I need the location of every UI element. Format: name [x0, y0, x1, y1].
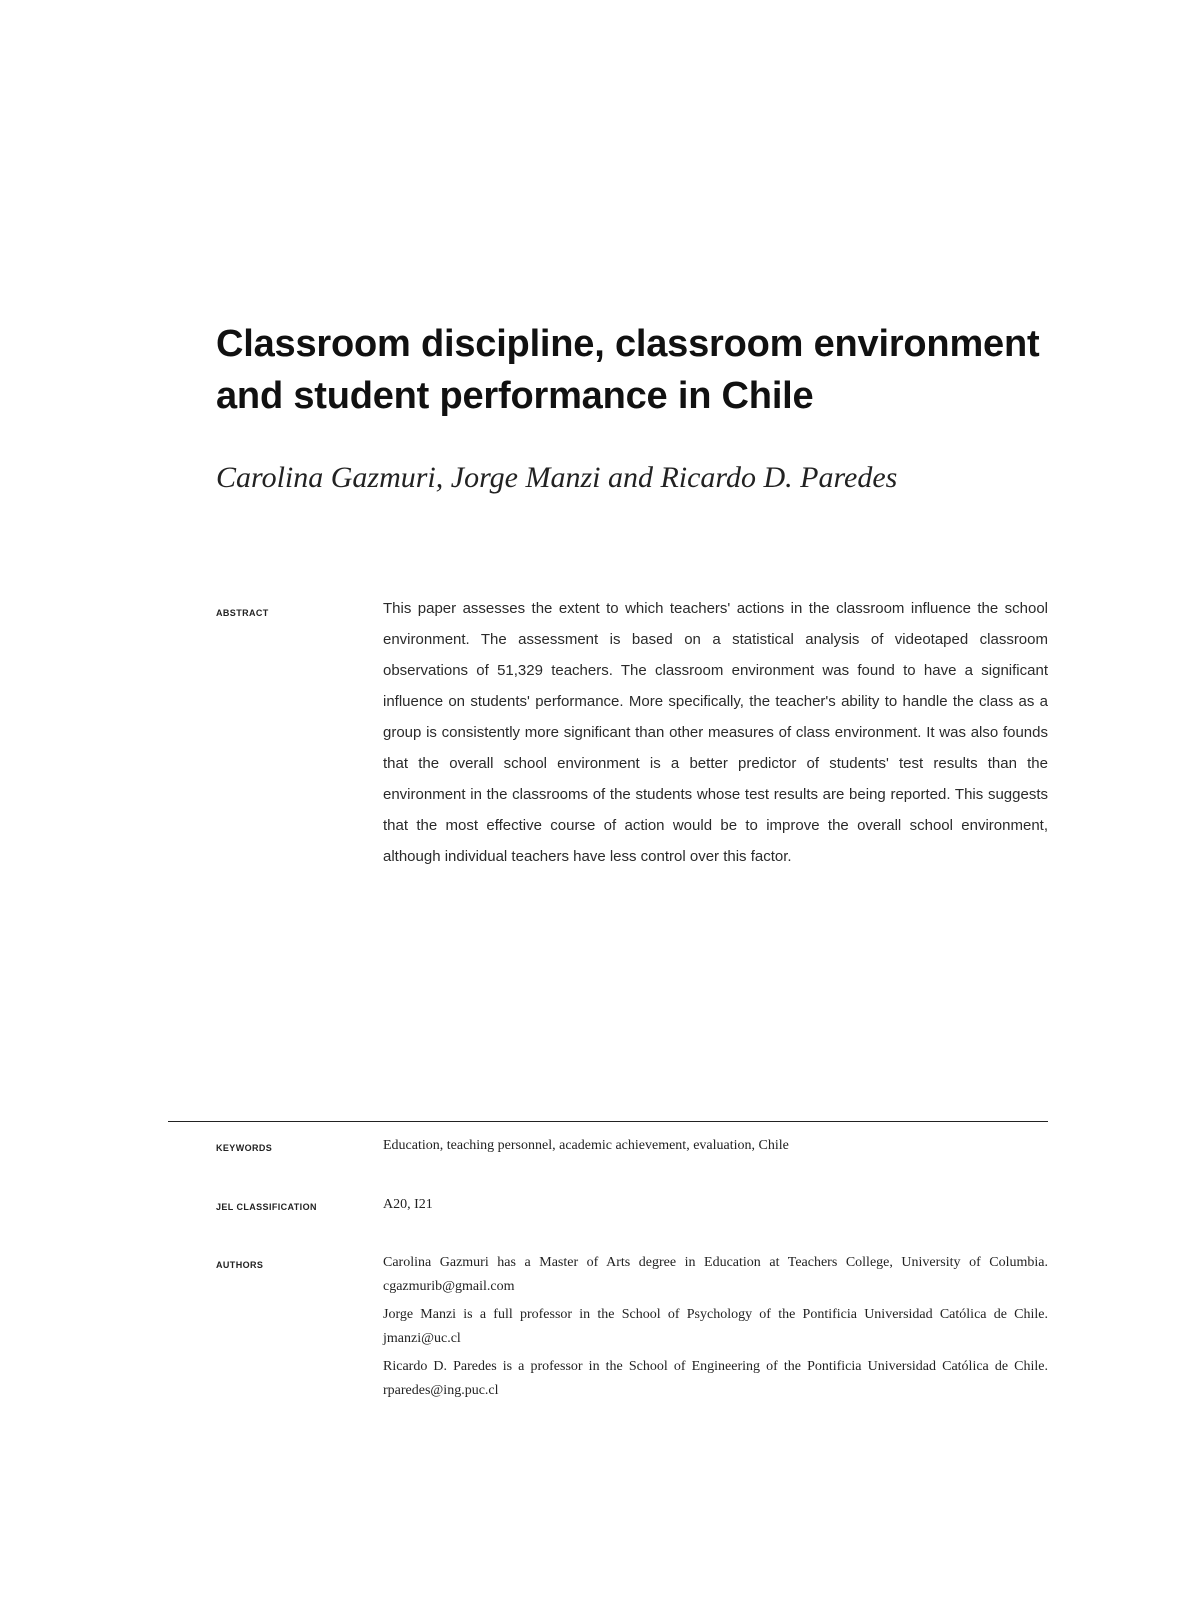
abstract-label: ABSTRACT [216, 608, 269, 618]
paper-title [216, 318, 1076, 422]
abstract-text: This paper assesses the extent to which teachers' actions in the classroom influence the school environment. The assessment is based on a statistical analysis of videotaped classroom observations of 51,329 teachers. The classroom environment was found to have a significant influence on students' performance. More specifically, the teacher's ability to handle the class as a group is consistently more significant than other measures of class environment. It was also founds that the overall school environment is a better predictor of students' test results than the environment in the classrooms of the students whose test results are being reported. This suggests that the most effective course of action would be to improve the overall school environment, although individual teachers have less control over this factor. [383, 600, 1048, 865]
section-divider [168, 1121, 1048, 1122]
author-bio: Jorge Manzi is a full professor in the School of Psychology of the Pontificia Universidad Católica de Chile. jmanzi@uc.cl [383, 1307, 1048, 1346]
authors-label: AUTHORS [216, 1260, 264, 1270]
keywords-label: KEYWORDS [216, 1143, 273, 1153]
keywords-text: Education, teaching personnel, academic achievement, evaluation, Chile [383, 1138, 789, 1153]
jel-classification-label: JEL CLASSIFICATION [216, 1202, 317, 1212]
author-names: Carolina Gazmuri, Jorge Manzi and Ricardo D. Paredes [216, 461, 898, 494]
jel-classification-text: A20, I21 [383, 1197, 433, 1212]
author-bio: Carolina Gazmuri has a Master of Arts degree in Education at Teachers College, University of Columbia. cgazmurib@gmail.com [383, 1255, 1048, 1294]
author-bio: Ricardo D. Paredes is a professor in the School of Engineering of the Pontificia Universidad Católica de Chile. rparedes@ing.puc.cl [383, 1359, 1048, 1398]
paper-title-line-2: and student performance in Chile [216, 375, 814, 417]
author-bio-list [383, 1251, 1048, 1407]
paper-title-line-1: Classroom discipline, classroom environment [216, 323, 1040, 365]
